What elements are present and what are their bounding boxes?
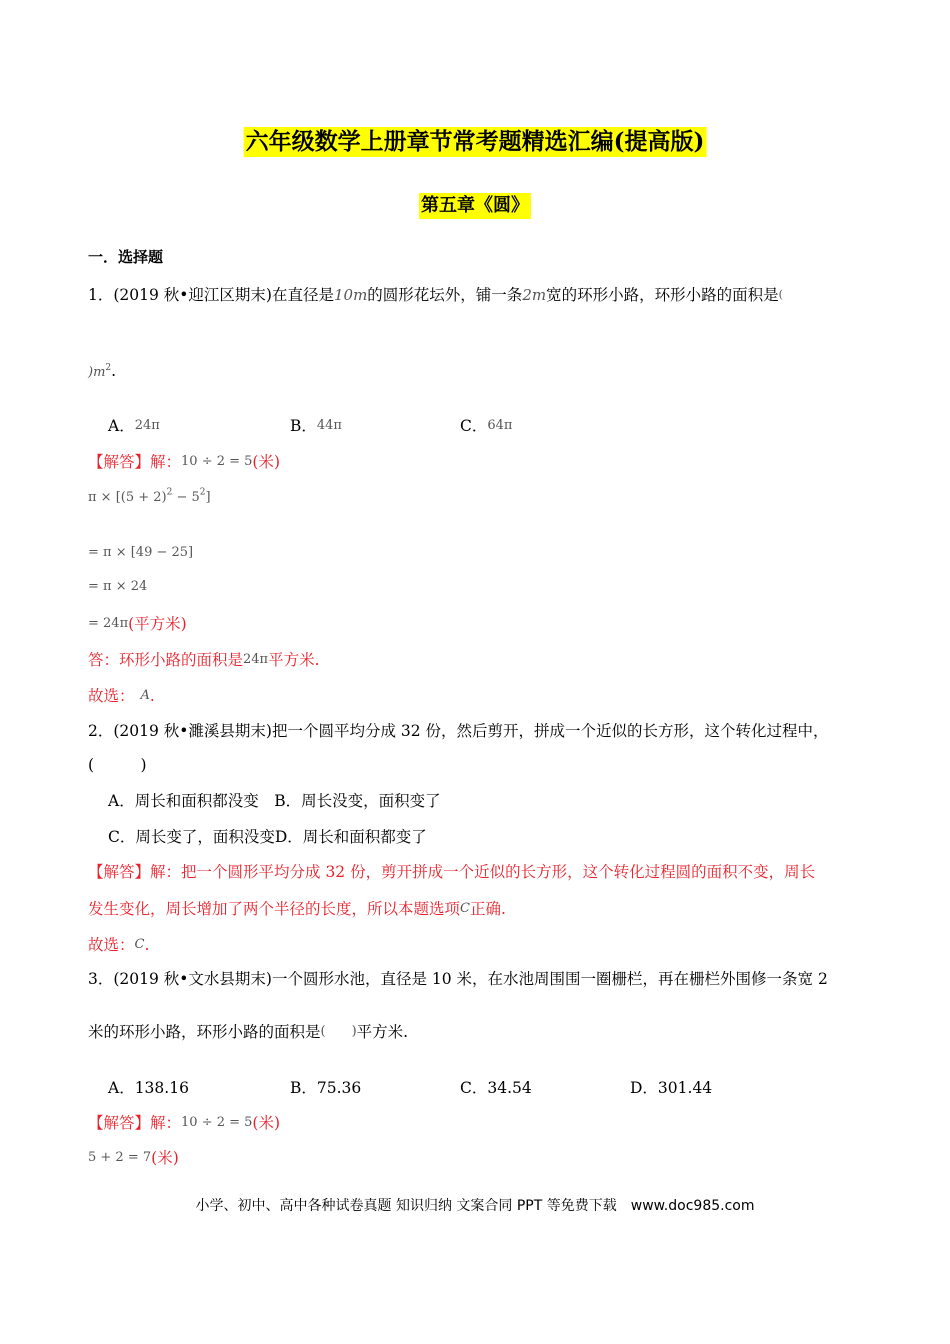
q3-option-a: A．138.16: [108, 1079, 189, 1097]
q2-paren: ( ): [88, 756, 147, 774]
q2-choice: 故选：$^C$.: [88, 936, 150, 954]
q2-solution-line2: 发生变化，周长增加了两个半径的长度，所以本题选项$^C$正确.: [88, 900, 506, 918]
chapter-title: 第五章《圆》: [419, 193, 531, 219]
q1-answer: 答：环形小路的面积是$^{24\pi}$平方米.: [88, 651, 320, 669]
q3-stem-line1: 3．(2019 秋•文水县期末)一个圆形水池，直径是 10 米，在水池周围围一圈栅栏，再在栅栏外围修一条宽 2: [88, 970, 828, 988]
q3-stem-line2: 米的环形小路，环形小路的面积是( )平方米.: [88, 1023, 409, 1041]
page-footer: 小学、初中、高中各种试卷真题 知识归纳 文案合同 PPT 等免费下载 www.doc985.com: [195, 1198, 755, 1214]
q1-unit: )$m^2$.: [88, 362, 117, 381]
document-title: 六年级数学上册章节常考题精选汇编(提高版): [245, 128, 705, 155]
q3-solution-step2: $^{5 + 2 = 7}$(米): [88, 1149, 179, 1167]
q3-option-c: C．34.54: [460, 1079, 532, 1097]
q2-solution-line1: 【解答】解：把一个圆形平均分成 32 份，剪开拼成一个近似的长方形，这个转化过程圆的面积不变，周长: [88, 863, 816, 881]
q1-option-a: A．$^{24\pi}$: [108, 417, 160, 435]
q3-solution-step1: 【解答】解：$^{10 \div 2 = 5}$(米): [88, 1114, 281, 1132]
q1-solution-step4: = π × 24: [88, 579, 148, 594]
q1-option-c: C．$^{64\pi}$: [460, 417, 513, 435]
q2-options-ab: A．周长和面积都没变 B．周长没变，面积变了: [108, 792, 441, 810]
q1-solution-step1: 【解答】解：$^{10 \div 2 = 5}$(米): [88, 453, 281, 471]
q1-solution-step3: = π × [49 − 25]: [88, 545, 194, 560]
q2-options-cd: C．周长变了，面积没变D．周长和面积都变了: [108, 828, 427, 846]
q1-stem: 1．(2019 秋•迎江区期末)在直径是10m的圆形花坛外，铺一条2m宽的环形小路，环形小路的面积是(: [88, 286, 783, 304]
q1-solution-step2: $\pi \times [(5 + 2)^2 - 5^2]$: [88, 487, 211, 505]
q3-option-d: D．301.44: [630, 1079, 713, 1097]
q1-option-b: B．$^{44\pi}$: [290, 417, 342, 435]
q1-choice: 故选： $^A$.: [88, 687, 155, 705]
q3-option-b: B．75.36: [290, 1079, 362, 1097]
q1-solution-step5: $^{= 24\pi}$(平方米): [88, 615, 187, 633]
section-heading: 一．选择题: [88, 248, 164, 266]
q2-stem: 2．(2019 秋•濉溪县期末)把一个圆平均分成 32 份，然后剪开，拼成一个近似的长方形，这个转化过程中，: [88, 722, 829, 740]
